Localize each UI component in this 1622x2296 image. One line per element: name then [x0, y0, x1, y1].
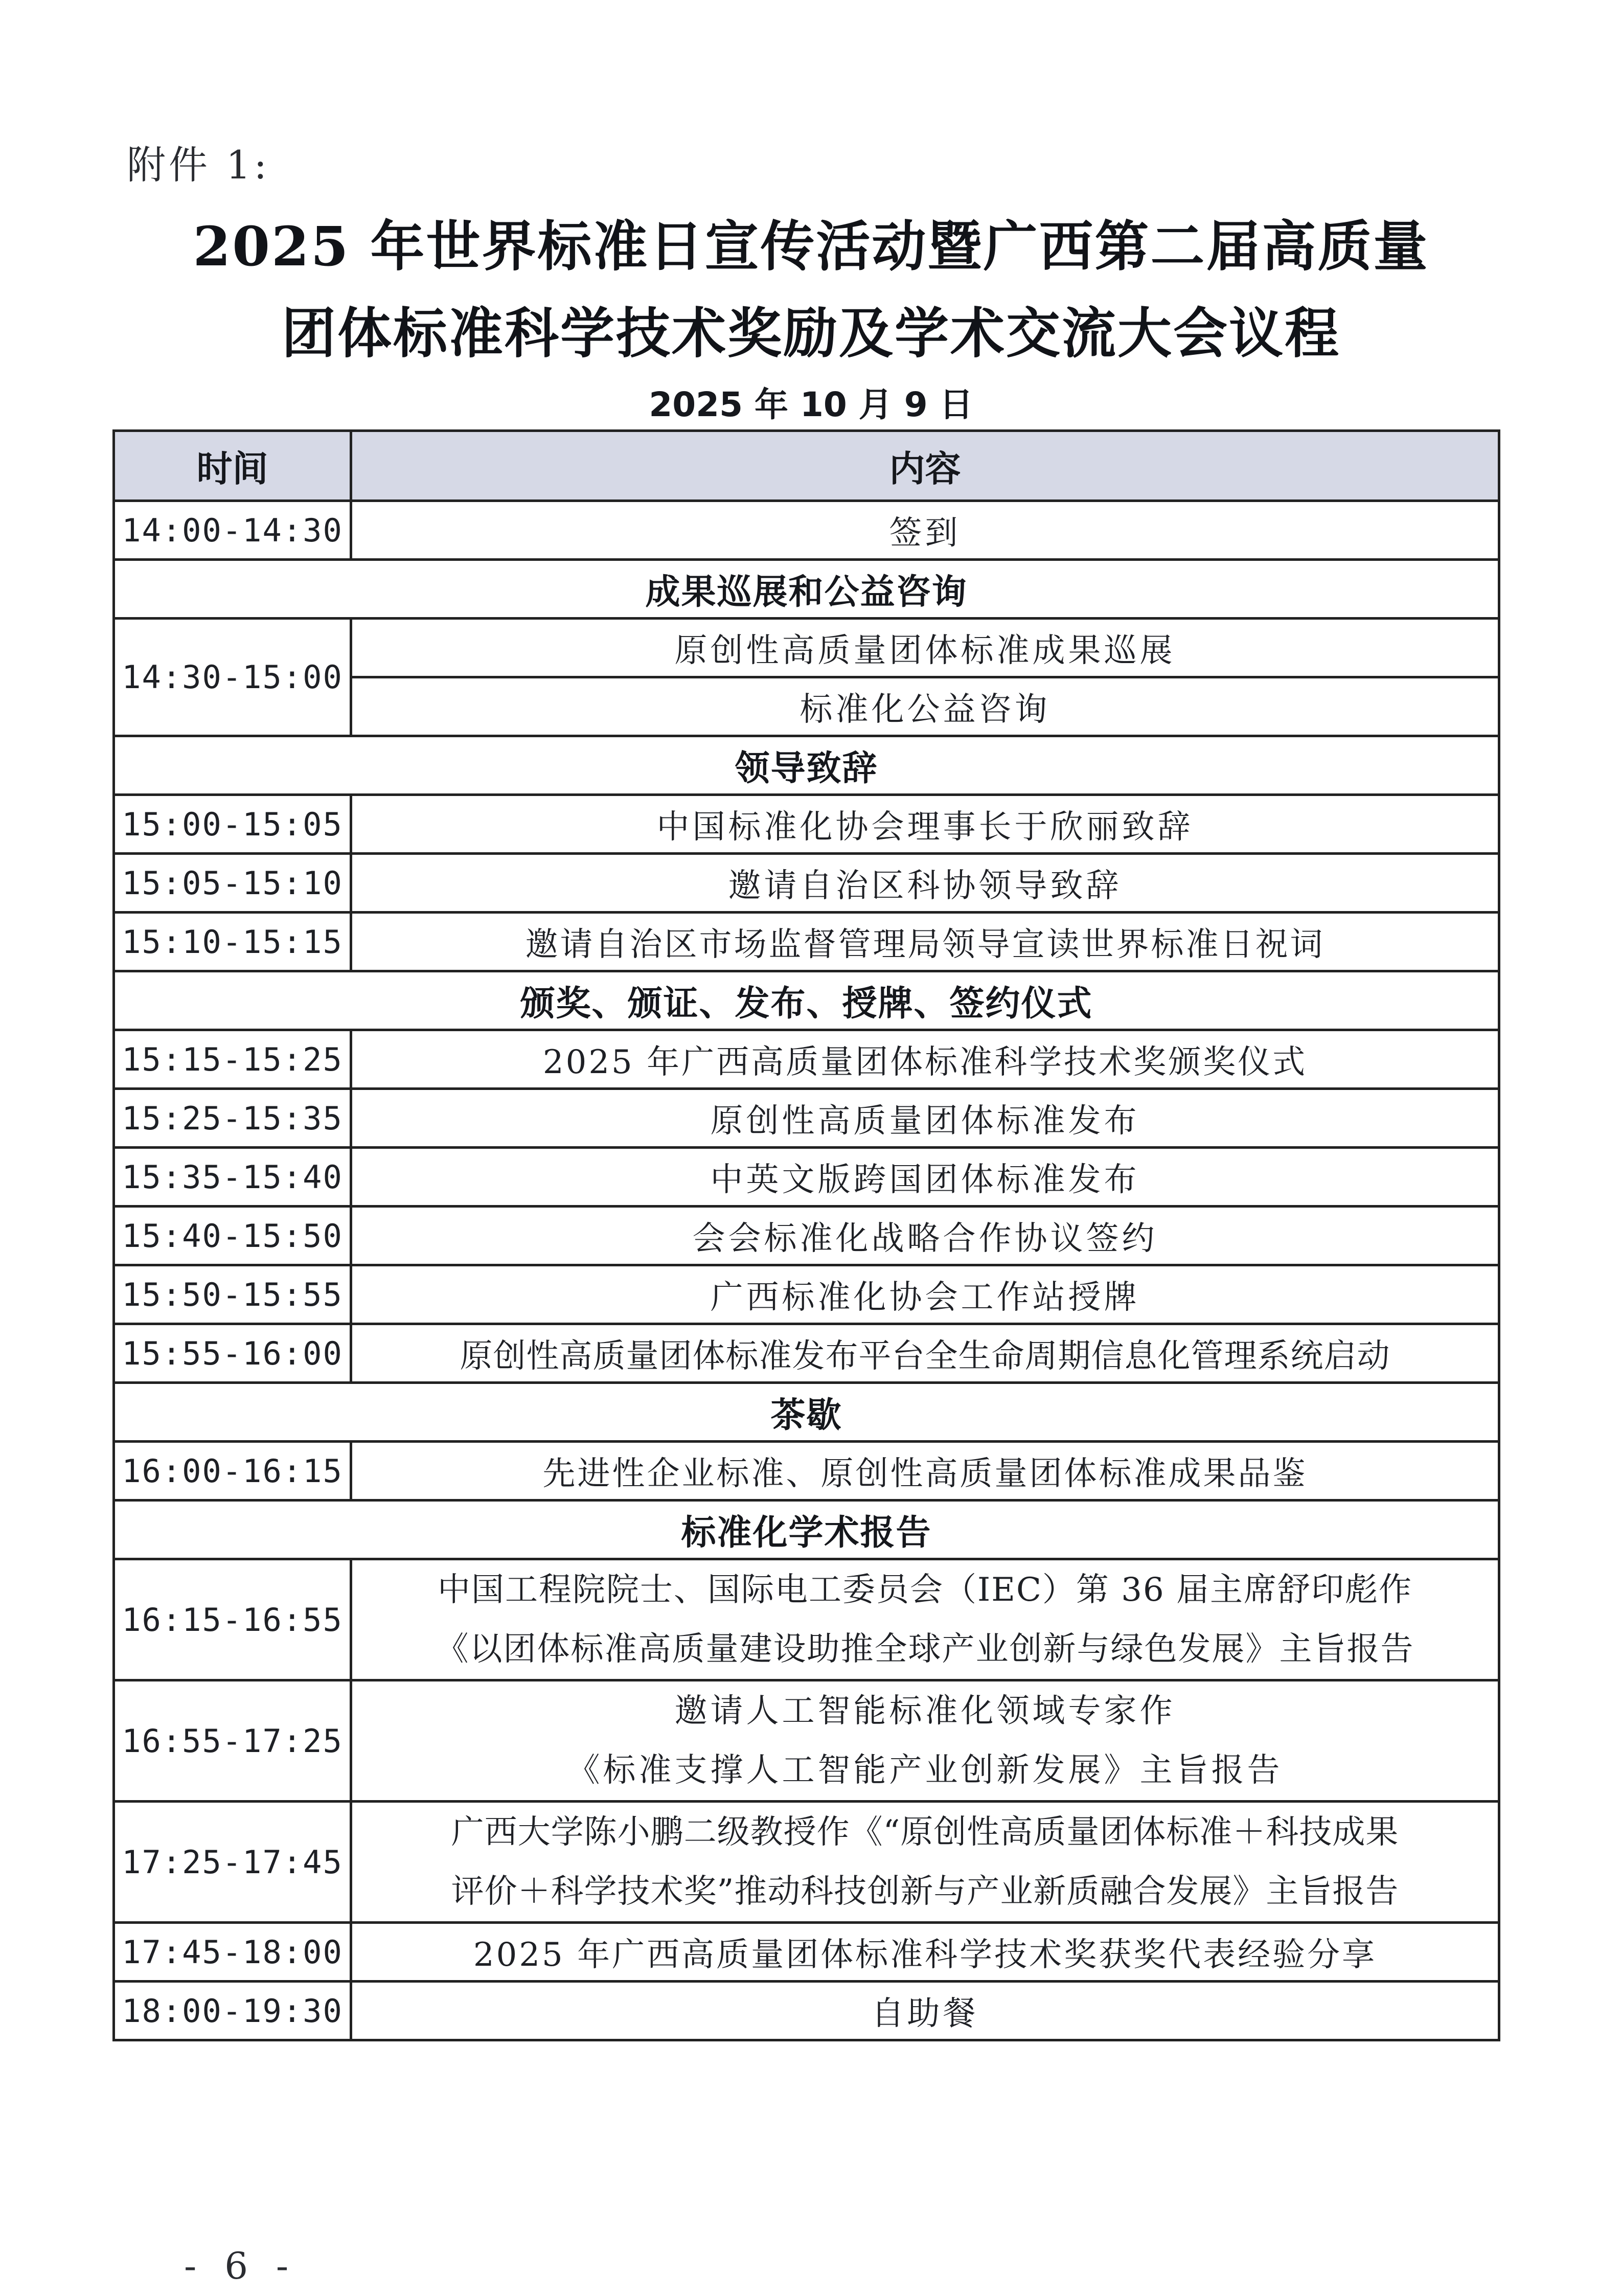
- agenda-table: [112, 429, 1500, 2041]
- time-cell: 16:00-16:15: [114, 1442, 351, 1501]
- time-cell: 14:30-15:00: [114, 619, 351, 736]
- content-cell: [351, 1802, 1499, 1923]
- time-cell: 14:00-14:30: [114, 501, 351, 560]
- content-cell: 2025 年广西高质量团体标准科学技术奖获奖代表经验分享: [351, 1923, 1499, 1982]
- content-cell: 邀请自治区市场监督管理局领导宣读世界标准日祝词: [351, 913, 1499, 971]
- time-cell: 15:50-15:55: [114, 1265, 351, 1324]
- section-heading: 领导致辞: [114, 736, 1499, 795]
- table-row: [114, 1442, 1499, 1501]
- content-cell: 先进性企业标准、原创性高质量团体标准成果品鉴: [351, 1442, 1499, 1501]
- content-cell: 原创性高质量团体标准成果巡展: [351, 619, 1499, 677]
- content-cell: 广西标准化协会工作站授牌: [351, 1265, 1499, 1324]
- table-row: [114, 1802, 1499, 1923]
- attachment-label: 附件 1:: [127, 142, 270, 188]
- table-header-row: [114, 431, 1499, 501]
- content-line: 《标准支撑人工智能产业创新发展》主旨报告: [567, 1752, 1283, 1789]
- table-row: [114, 619, 1499, 677]
- section-heading: 标准化学术报告: [114, 1501, 1499, 1559]
- content-line: 中国工程院院士、国际电工委员会（IEC）第 36 届主席舒印彪作: [437, 1571, 1413, 1609]
- time-cell: 18:00-19:30: [114, 1982, 351, 2040]
- table-row: [114, 913, 1499, 971]
- section-heading: 茶歇: [114, 1383, 1499, 1442]
- table-row: [114, 795, 1499, 854]
- content-cell: 自助餐: [351, 1982, 1499, 2040]
- content-cell: [351, 1680, 1499, 1802]
- section-row: [114, 971, 1499, 1030]
- time-cell: 16:55-17:25: [114, 1680, 351, 1802]
- table-row: [114, 1559, 1499, 1680]
- header-time: 时间: [114, 431, 351, 501]
- content-cell: 签到: [351, 501, 1499, 560]
- time-cell: 17:45-18:00: [114, 1923, 351, 1982]
- header-content: 内容: [351, 431, 1499, 501]
- table-row: [114, 1030, 1499, 1089]
- table-row: [114, 1207, 1499, 1265]
- table-row: [114, 501, 1499, 560]
- content-cell: 中国标准化协会理事长于欣丽致辞: [351, 795, 1499, 854]
- page-title-line1: 2025 年世界标准日宣传活动暨广西第二届高质量: [193, 214, 1429, 278]
- content-cell: 会会标准化战略合作协议签约: [351, 1207, 1499, 1265]
- time-cell: 15:55-16:00: [114, 1324, 351, 1383]
- content-cell: 原创性高质量团体标准发布: [351, 1089, 1499, 1148]
- table-row: [114, 1923, 1499, 1982]
- table-row: [114, 1680, 1499, 1802]
- time-cell: 15:10-15:15: [114, 913, 351, 971]
- time-cell: 17:25-17:45: [114, 1802, 351, 1923]
- time-cell: 15:40-15:50: [114, 1207, 351, 1265]
- agenda-date: 2025 年 10 月 9 日: [649, 385, 973, 424]
- section-row: [114, 560, 1499, 619]
- section-heading: 颁奖、颁证、发布、授牌、签约仪式: [114, 971, 1499, 1030]
- content-cell: 2025 年广西高质量团体标准科学技术奖颁奖仪式: [351, 1030, 1499, 1089]
- table-row: [114, 1265, 1499, 1324]
- content-cell: 邀请自治区科协领导致辞: [351, 854, 1499, 913]
- time-cell: 16:15-16:55: [114, 1559, 351, 1680]
- page-number: - 6 -: [184, 2244, 297, 2287]
- table-row: [114, 1148, 1499, 1207]
- time-cell: 15:00-15:05: [114, 795, 351, 854]
- time-cell: 15:35-15:40: [114, 1148, 351, 1207]
- section-heading: 成果巡展和公益咨询: [114, 560, 1499, 619]
- content-line: 《以团体标准高质量建设助推全球产业创新与绿色发展》主旨报告: [436, 1630, 1414, 1668]
- table-row: [114, 854, 1499, 913]
- table-row: [114, 1324, 1499, 1383]
- content-cell: 原创性高质量团体标准发布平台全生命周期信息化管理系统启动: [351, 1324, 1499, 1383]
- content-cell: 标准化公益咨询: [351, 677, 1499, 736]
- section-row: [114, 1383, 1499, 1442]
- content-line: 广西大学陈小鹏二级教授作《“原创性高质量团体标准＋科技成果: [451, 1813, 1399, 1851]
- time-cell: 15:15-15:25: [114, 1030, 351, 1089]
- content-line: 评价＋科学技术奖”推动科技创新与产业新质融合发展》主旨报告: [451, 1873, 1399, 1911]
- section-row: [114, 1501, 1499, 1559]
- table-row: [114, 1089, 1499, 1148]
- time-cell: 15:05-15:10: [114, 854, 351, 913]
- table-row: [114, 1982, 1499, 2040]
- content-line: 邀请人工智能标准化领域专家作: [674, 1692, 1176, 1730]
- page-title-line2: 团体标准科学技术奖励及学术交流大会议程: [282, 301, 1340, 365]
- content-cell: 中英文版跨国团体标准发布: [351, 1148, 1499, 1207]
- content-cell: [351, 1559, 1499, 1680]
- section-row: [114, 736, 1499, 795]
- time-cell: 15:25-15:35: [114, 1089, 351, 1148]
